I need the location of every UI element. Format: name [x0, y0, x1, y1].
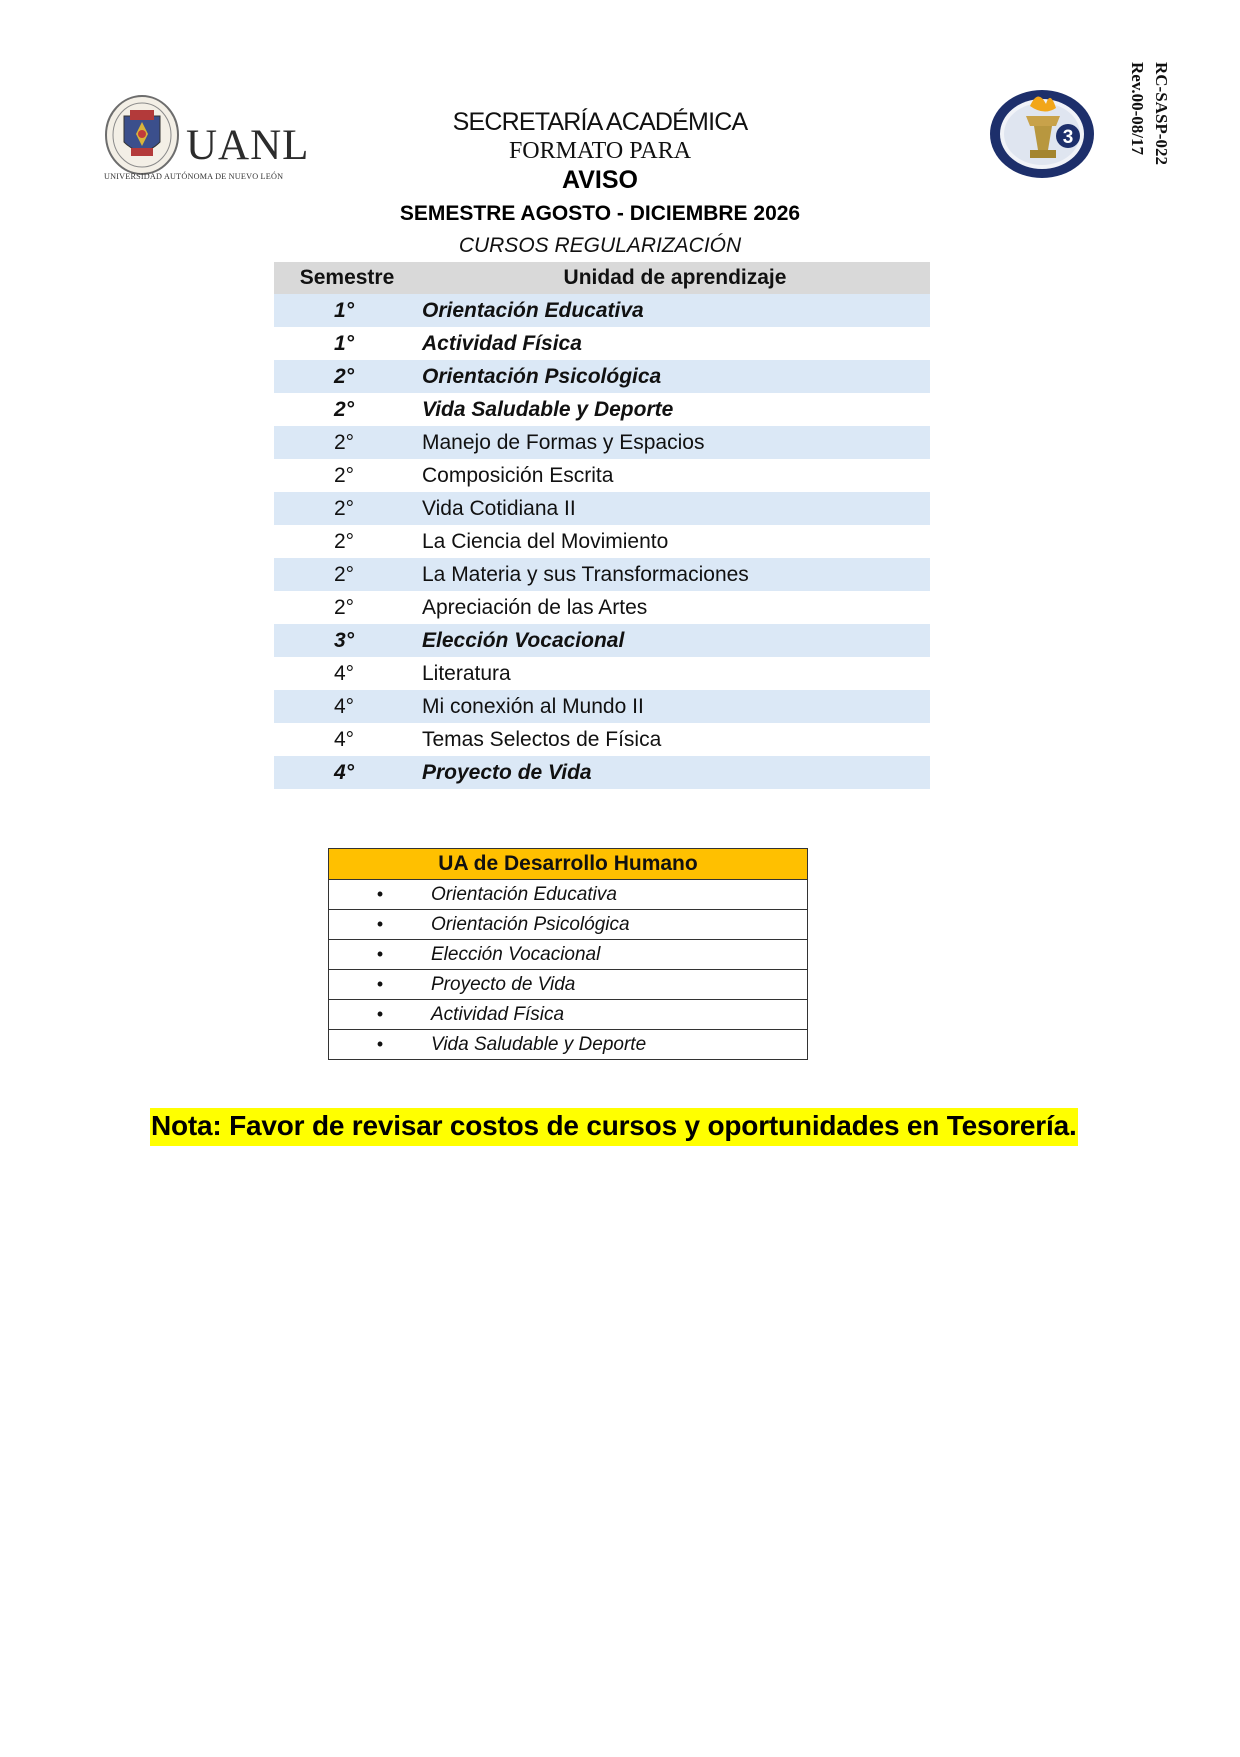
table-row — [274, 393, 930, 426]
table-row — [274, 360, 930, 393]
table-row — [274, 525, 930, 558]
unidad-cell: Temas Selectos de Física — [422, 727, 662, 751]
unidad-cell: La Ciencia del Movimiento — [422, 529, 669, 553]
semestre-cell: 4° — [274, 756, 420, 789]
prepa-3-logo-icon — [986, 86, 1098, 182]
semestre-cell: 4° — [333, 661, 355, 685]
table-row — [274, 426, 930, 459]
semestre-cell: 2° — [274, 558, 420, 591]
unidad-cell: Elección Vocacional — [420, 624, 930, 657]
unidad-cell: Orientación Psicológica — [420, 360, 930, 393]
list-item-label: Vida Saludable y Deporte — [431, 1033, 647, 1055]
bullet-icon: • — [376, 883, 384, 904]
courses-table-header-row — [274, 262, 930, 294]
bullet-icon: • — [376, 913, 384, 934]
table-row — [274, 459, 930, 492]
table-row — [274, 492, 930, 525]
column-header-semestre: Semestre — [274, 262, 420, 294]
list-item-label: Proyecto de Vida — [431, 973, 576, 995]
unidad-cell: Proyecto de Vida — [420, 756, 930, 789]
column-header-unidad: Unidad de aprendizaje — [420, 262, 930, 294]
semestre-cell: 2° — [274, 426, 420, 459]
list-item-label: Orientación Psicológica — [431, 913, 630, 935]
semestre-cell: 4° — [274, 690, 420, 723]
semestre-cell: 2° — [333, 529, 355, 553]
prepa-number: 3 — [1062, 127, 1074, 148]
uanl-seal-icon — [104, 94, 182, 176]
semestre-cell: 4° — [333, 727, 355, 751]
unidad-cell: Manejo de Formas y Espacios — [420, 426, 930, 459]
unidad-cell: Vida Cotidiana II — [420, 492, 930, 525]
uanl-subtitle: UNIVERSIDAD AUTÓNOMA DE NUEVO LEÓN — [104, 172, 284, 181]
unidad-cell: Vida Saludable y Deporte — [422, 397, 674, 421]
document-code — [1125, 62, 1173, 165]
semestre-cell: 2° — [333, 463, 355, 487]
unidad-cell: La Materia y sus Transformaciones — [420, 558, 930, 591]
unidad-cell: Composición Escrita — [422, 463, 614, 487]
semestre-cell: 2° — [274, 360, 420, 393]
table-row — [274, 690, 930, 723]
tesoreria-note: Nota: Favor de revisar costos de cursos y oportunidades en Tesorería. — [150, 1108, 1078, 1146]
semestre-cell: 3° — [274, 624, 420, 657]
semestre-cell: 2° — [333, 397, 355, 421]
table-row — [274, 591, 930, 624]
list-item — [329, 1000, 808, 1030]
desarrollo-humano-header: UA de Desarrollo Humano — [329, 849, 808, 880]
list-item — [329, 970, 808, 1000]
table-row — [274, 294, 930, 327]
bullet-icon: • — [376, 1003, 384, 1024]
list-item — [329, 910, 808, 940]
desarrollo-humano-header-row — [329, 849, 808, 880]
list-item-label: Elección Vocacional — [431, 943, 601, 965]
list-item-label: Actividad Física — [431, 1003, 565, 1025]
org-heading: SECRETARÍA ACADÉMICA — [452, 108, 748, 136]
document-title: AVISO — [562, 166, 638, 194]
semestre-cell: 1° — [333, 331, 355, 355]
table-row — [274, 624, 930, 657]
document-code-line-2: Rev.00-08/17 — [1128, 62, 1147, 156]
bullet-icon: • — [376, 973, 384, 994]
unidad-cell: Literatura — [422, 661, 511, 685]
semestre-cell: 2° — [274, 492, 420, 525]
period-heading: SEMESTRE AGOSTO - DICIEMBRE 2026 — [399, 202, 801, 225]
semestre-cell: 2° — [333, 595, 355, 619]
list-item — [329, 940, 808, 970]
uanl-logo — [104, 92, 310, 188]
list-item-label: Orientación Educativa — [431, 883, 617, 905]
desarrollo-humano-table — [328, 848, 808, 1060]
unidad-cell: Orientación Educativa — [420, 294, 930, 327]
uanl-wordmark: UANL — [186, 122, 310, 169]
table-row — [274, 327, 930, 360]
courses-table — [274, 262, 930, 789]
list-item — [329, 1030, 808, 1060]
form-heading: FORMATO PARA — [508, 138, 692, 164]
table-row — [274, 723, 930, 756]
bullet-icon: • — [376, 943, 384, 964]
table-row — [274, 558, 930, 591]
subtitle-heading: CURSOS REGULARIZACIÓN — [458, 234, 742, 257]
bullet-icon: • — [376, 1033, 384, 1054]
semestre-cell: 1° — [274, 294, 420, 327]
unidad-cell: Apreciación de las Artes — [422, 595, 648, 619]
table-row — [274, 657, 930, 690]
table-row — [274, 756, 930, 789]
unidad-cell: Actividad Física — [422, 331, 582, 355]
list-item — [329, 880, 808, 910]
unidad-cell: Mi conexión al Mundo II — [420, 690, 930, 723]
document-code-line-1: RC-SASP-022 — [1152, 62, 1171, 165]
